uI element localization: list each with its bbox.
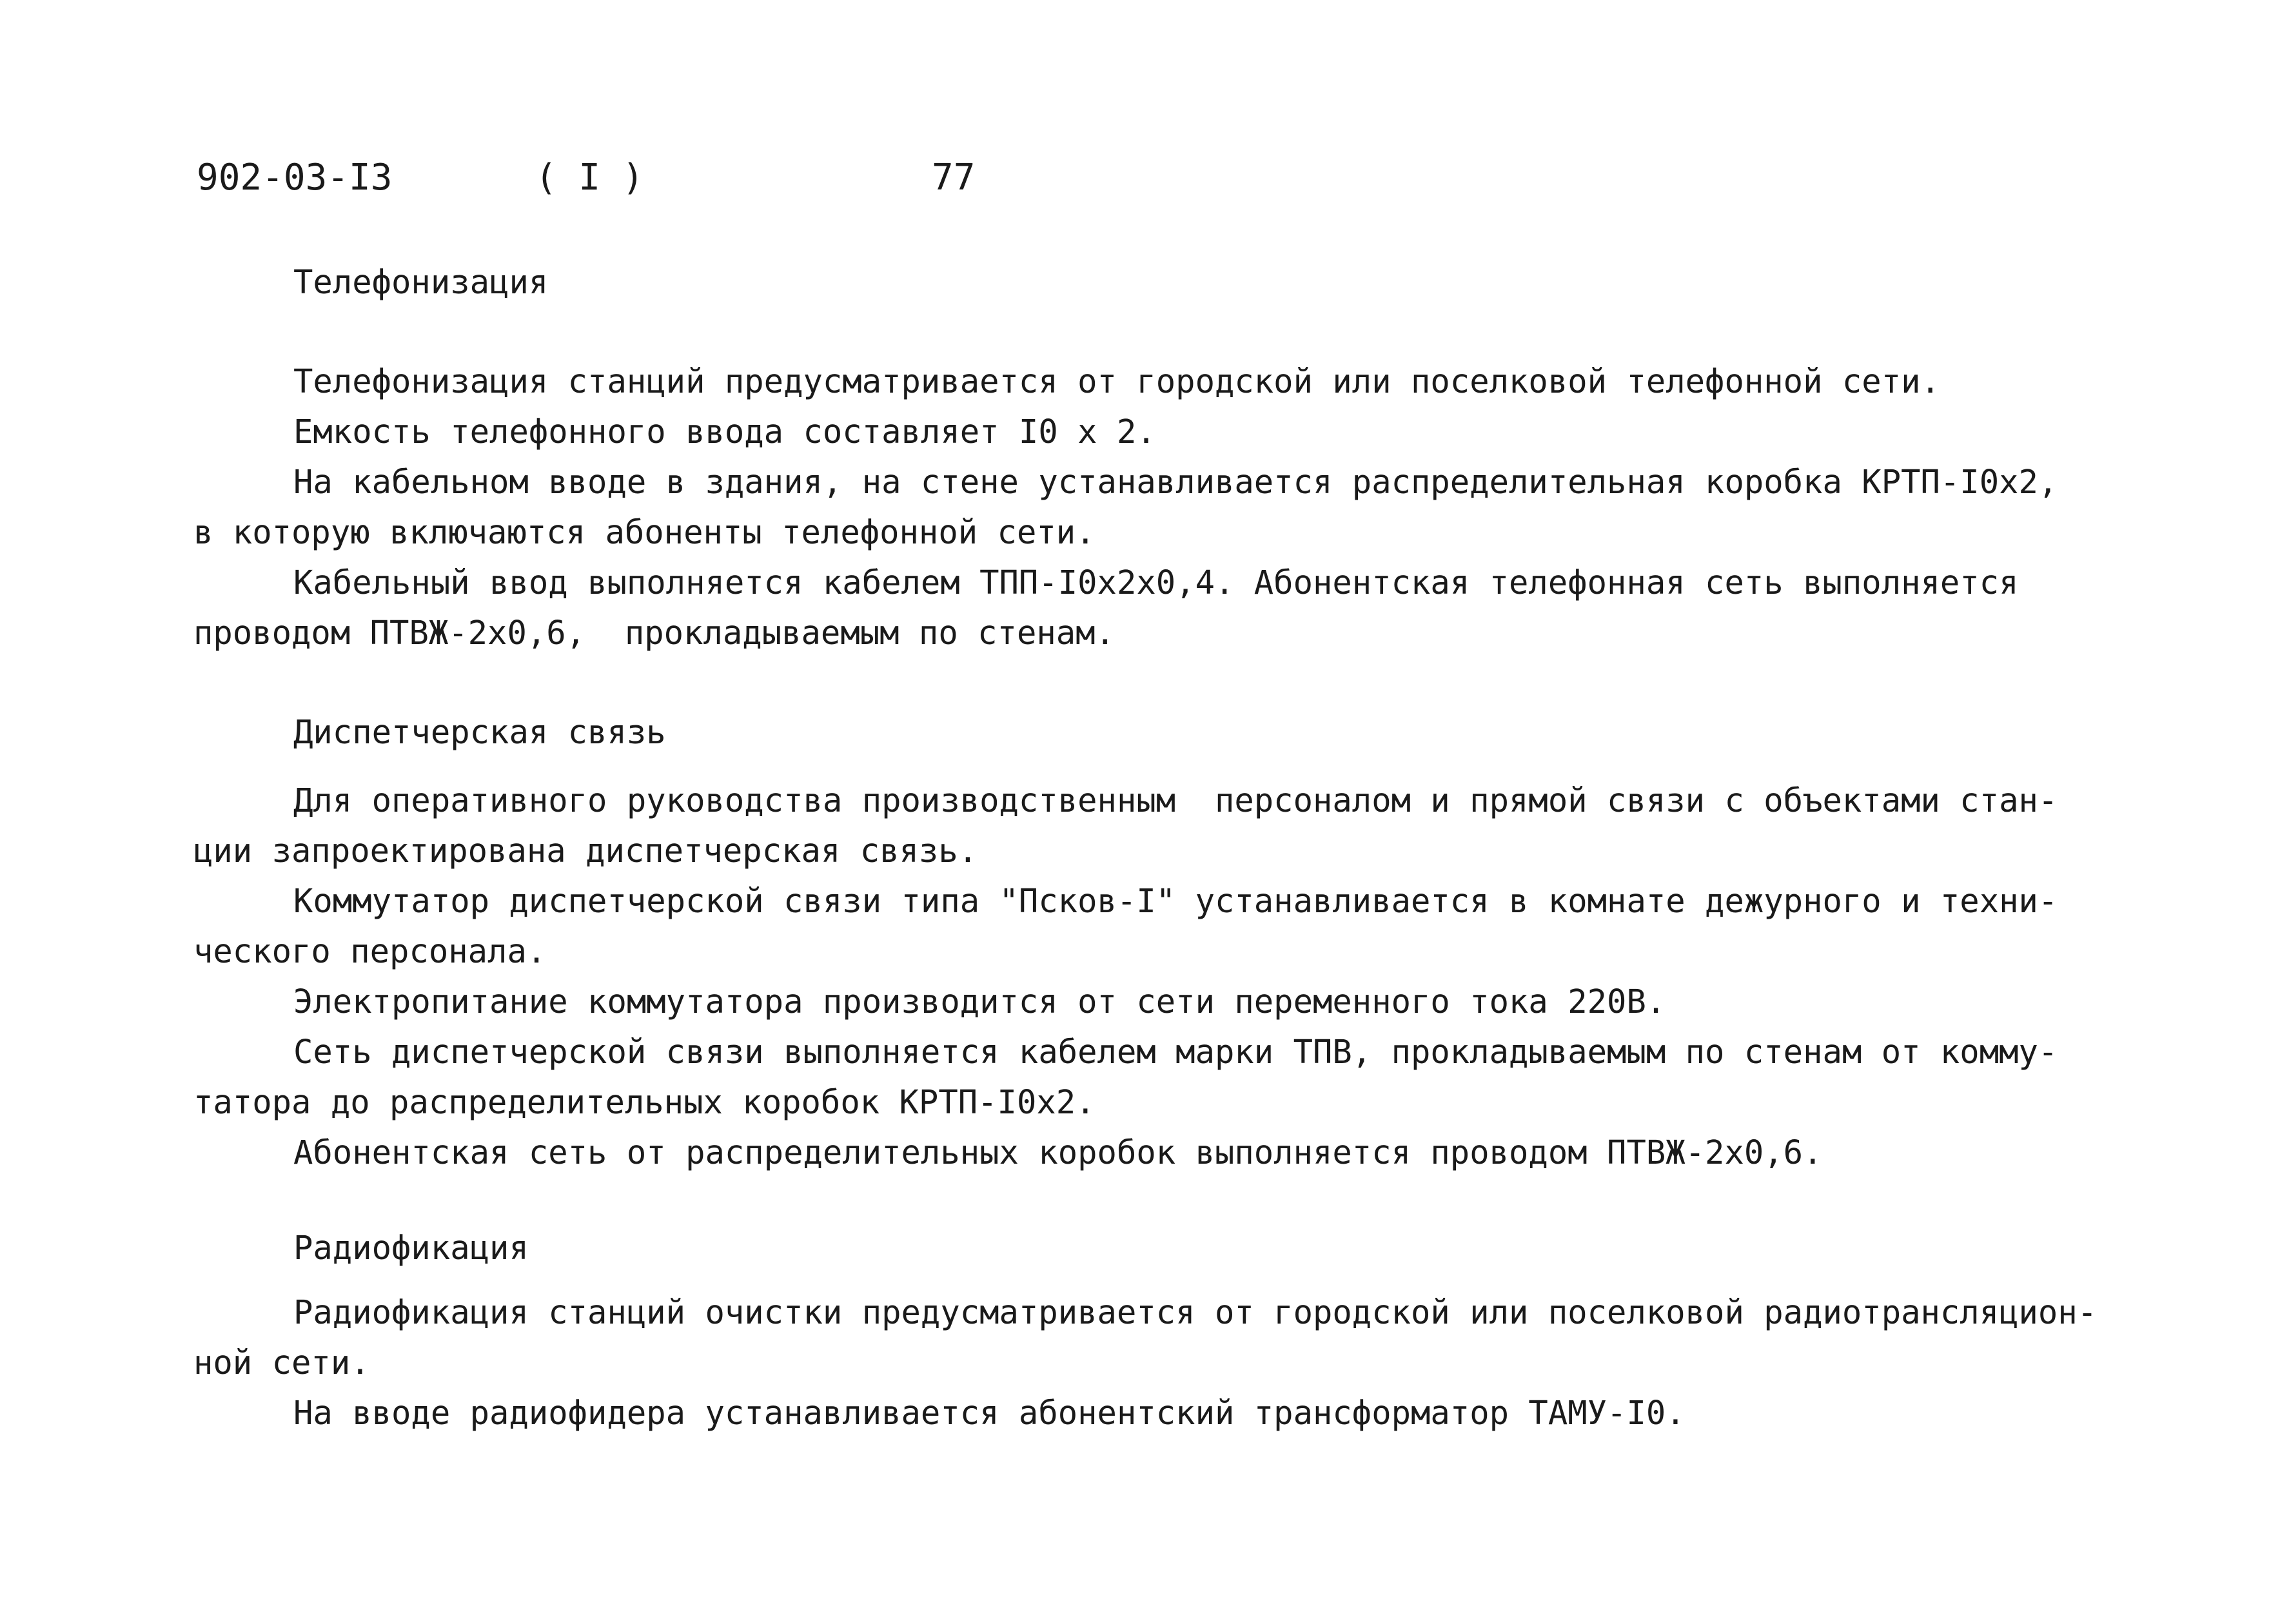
page-number: 77 bbox=[932, 157, 976, 199]
paragraph-line: ной сети. bbox=[193, 1344, 370, 1382]
paragraph-line: проводом ПТВЖ-2х0,6, прокладываемым по стенам. bbox=[193, 614, 1115, 652]
section-heading-radio: Радиофикация bbox=[293, 1229, 529, 1267]
paragraph-line: Кабельный ввод выполняется кабелем ТПП-I0х2х0,4. Абонентская телефонная сеть выполняется bbox=[293, 563, 2019, 602]
section-heading-telephony: Телефонизация bbox=[293, 263, 549, 301]
paragraph-line: Абонентская сеть от распределительных коробок выполняется проводом ПТВЖ-2х0,6. bbox=[293, 1133, 1823, 1171]
paragraph-line: Электропитание коммутатора производится от сети переменного тока 220В. bbox=[293, 983, 1666, 1021]
paragraph-line: На вводе радиофидера устанавливается абонентский трансформатор ТАМУ-I0. bbox=[293, 1394, 1685, 1432]
paragraph-line: ции запроектирована диспетчерская связь. bbox=[193, 832, 978, 870]
section-heading-dispatch: Диспетчерская связь bbox=[293, 713, 666, 751]
paragraph-line: Радиофикация станций очистки предусматривается от городской или поселковой радиотрансляцион- bbox=[293, 1293, 2098, 1331]
paragraph-line: ческого персонала. bbox=[193, 932, 547, 970]
document-part: ( I ) bbox=[535, 157, 644, 199]
paragraph-line: Для оперативного руководства производственным персоналом и прямой связи с объектами стан- bbox=[293, 781, 2058, 819]
paragraph-line: Сеть диспетчерской связи выполняется кабелем марки ТПВ, прокладываемым по стенам от комму- bbox=[293, 1033, 2058, 1071]
paragraph-line: Коммутатор диспетчерской связи типа "Псков-I" устанавливается в комнате дежурного и техни- bbox=[293, 882, 2058, 920]
document-code: 902-03-I3 bbox=[197, 157, 393, 199]
paragraph-line: татора до распределительных коробок КРТП-I0х2. bbox=[193, 1083, 1096, 1121]
paragraph-line: Емкость телефонного ввода составляет I0 х 2. bbox=[293, 413, 1156, 451]
paragraph-line: в которую включаются абоненты телефонной сети. bbox=[193, 513, 1096, 551]
paragraph-line: Телефонизация станций предусматривается от городской или поселковой телефонной сети. bbox=[293, 362, 1940, 400]
paragraph-line: На кабельном вводе в здания, на стене устанавливается распределительная коробка КРТП-I0х2, bbox=[293, 463, 2058, 501]
